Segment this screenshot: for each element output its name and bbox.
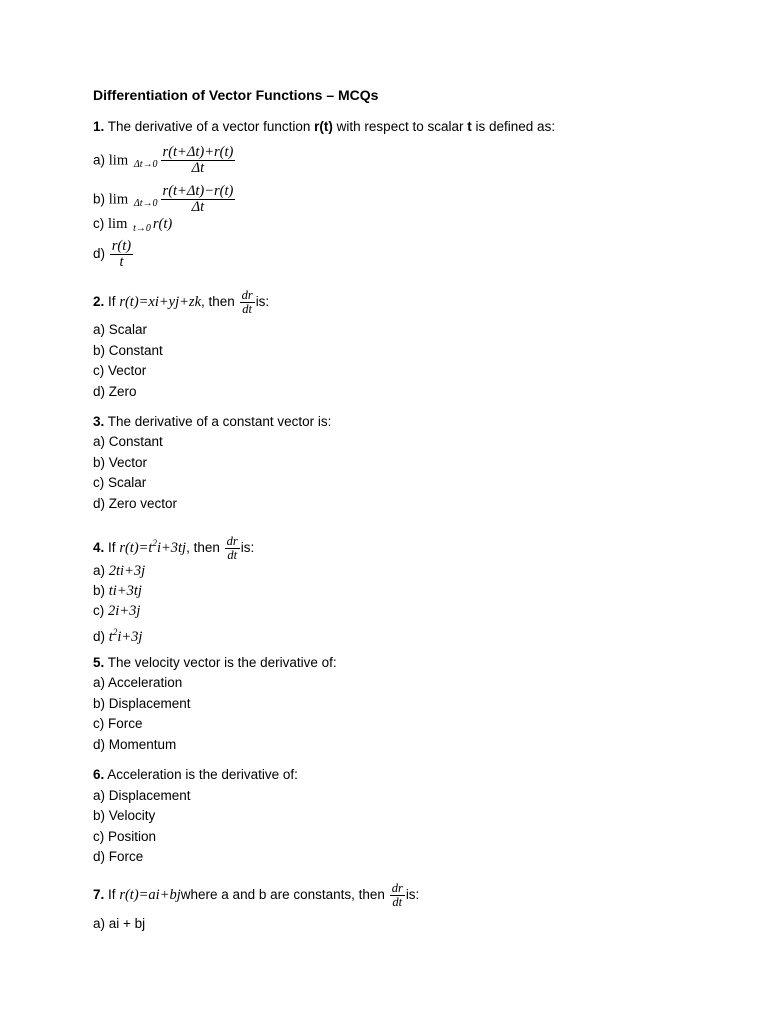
option-1a: a) lim $_{\Delta t\to 0}$ $\frac{r(t+\Delta t)+r(t)}{\Delta t}$ [93,144,234,177]
option-5b: b) Displacement [93,696,191,711]
question-number: 3. [93,414,105,429]
option-6d: d) Force [93,849,144,864]
option-6b: b) Velocity [93,808,156,823]
question-number: 7. [93,887,105,902]
option-4c: c) 2i+3j [93,603,141,619]
question-number: 1. [93,119,105,134]
option-6c: c) Position [93,829,157,844]
question-7: 7. If r(t)=ai+bjwhere a and b are constants, then $\frac{dr}{dt}$ is: [93,880,420,909]
fraction: $\frac{r(t+\Delta t)-r(t)}{\Delta t}$ [162,183,234,216]
question-number: 2. [93,294,105,309]
page-title: Differentiation of Vector Functions – MCQs [93,87,379,103]
option-1c: c) lim $_{t\to 0}$ r(t) [93,216,173,234]
option-3d: d) Zero vector [93,496,178,511]
option-5c: c) Force [93,716,143,731]
option-4a: a) 2ti+3j [93,563,146,579]
question-2: 2. If r(t)=xi+yj+zk, then $\frac{dr}{dt}$ is: [93,287,270,316]
question-number: 5. [93,655,105,670]
option-1d: d) $\frac{r(t)}{t}$ [93,237,132,270]
fraction: $\frac{r(t+\Delta t)+r(t)}{\Delta t}$ [162,144,234,177]
question-number: 4. [93,539,105,555]
question-6: 6. Acceleration is the derivative of: [93,767,298,782]
option-5d: d) Momentum [93,737,177,752]
option-2a: a) Scalar [93,322,148,337]
option-7a: a) ai + bj [93,916,146,931]
fraction: $\frac{r(t)}{t}$ [111,237,132,270]
question-3: 3. The derivative of a constant vector is: [93,414,332,429]
option-2c: c) Vector [93,363,147,378]
option-5a: a) Acceleration [93,675,183,690]
question-4: 4. If $r(t)=t^2i+3tj$, then $\frac{dr}{dt}$ is: [93,533,255,562]
option-1b: b) lim $_{\Delta t\to 0}$ $\frac{r(t+\Delta t)-r(t)}{\Delta t}$ [93,183,234,216]
fraction: $\frac{dr}{dt}$ [226,533,238,562]
option-2b: b) Constant [93,343,163,358]
option-2d: d) Zero [93,384,137,399]
question-5: 5. The velocity vector is the derivative of: [93,655,337,670]
question-1: 1. The derivative of a vector function r(t) with respect to scalar t is defined as: [93,119,556,134]
option-3b: b) Vector [93,455,148,470]
option-4b: b) ti+3tj [93,583,142,599]
fraction: $\frac{dr}{dt}$ [241,287,253,316]
option-3c: c) Scalar [93,475,147,490]
question-number: 6. [93,767,105,782]
option-4d: d) $t^2i+3j$ [93,627,143,645]
option-3a: a) Constant [93,434,163,449]
fraction: $\frac{dr}{dt}$ [391,880,403,909]
option-6a: a) Displacement [93,788,191,803]
